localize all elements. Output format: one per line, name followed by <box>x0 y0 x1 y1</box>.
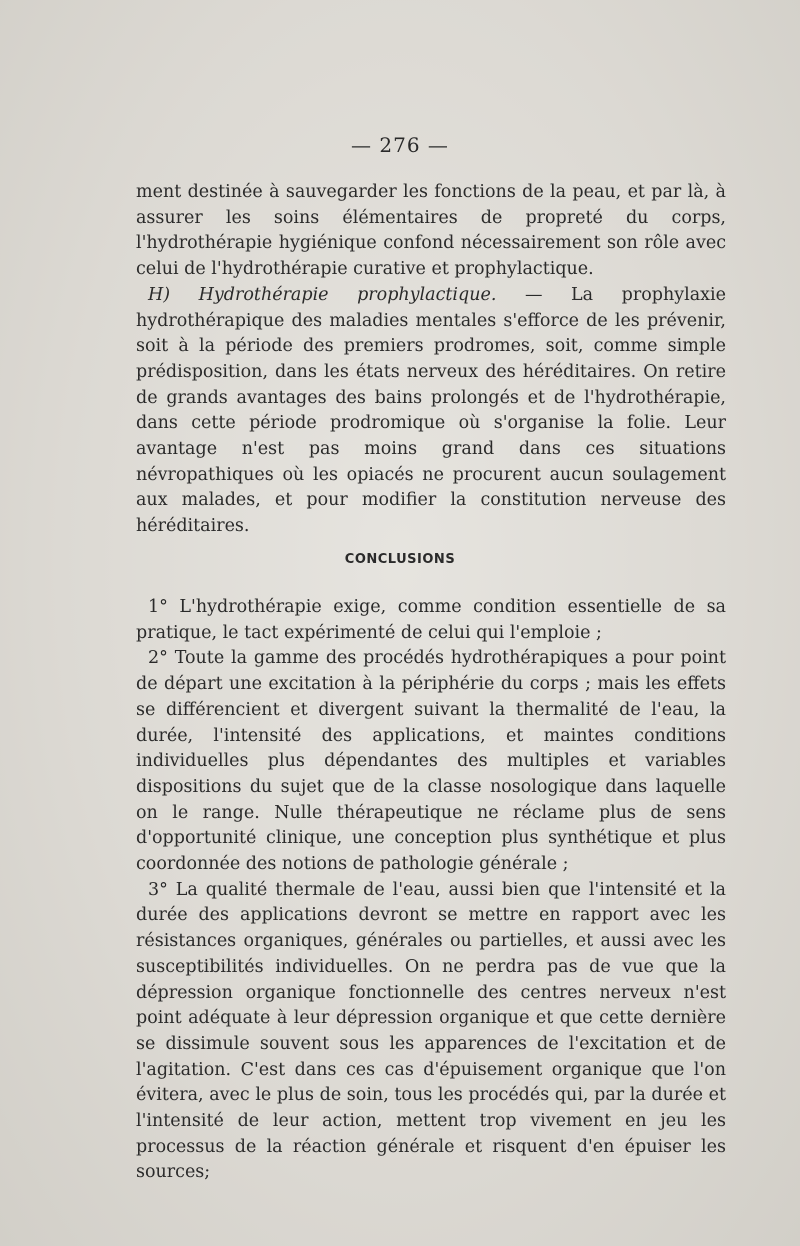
conclusion-3: 3° La qualité thermale de l'eau, aussi bien que l'intensité et la durée des applications devront se mettre en rapport avec les résistances organiques, générales ou partielles, et aussi avec les susceptibilités individuelles. On ne perdra pas de vue que la dépression organique fonctionnelle des centres nerveux n'est point adéquate à leur dépression organique et que cette dernière se dissimule souvent sous les apparences de l'excitation et de l'agitation. C'est dans ces cas d'épuisement organique que l'on évitera, avec le plus de soin, tous les procédés qui, par la durée et l'intensité de leur action, mettent trop vivement en jeu les processus de la réaction générale et risquent d'en épuiser les sources; <box>136 879 726 1183</box>
conclusions-section <box>136 595 726 1186</box>
section-text-h: — La prophylaxie hydrothérapique des maladies mentales s'efforce de les prévenir, soit à la période des premiers prodromes, soit, comme simple prédisposition, dans les états nerveux des héréditaires. On retire de grands avantages des bains prolongés et de l'hydrothérapie, dans cette période prodromique où s'organise la folie. Leur avantage n'est pas moins grand dans ces situations névropathiques où les opiacés ne procurent aucun soulagement aux malades, et pour modifier la constitution nerveuse des héréditaires. <box>136 284 726 537</box>
intro-paragraph-1: ment destinée à sauvegarder les fonctions de la peau, et par là, à assurer les soins élémentaires de propreté du corps, l'hydrothérapie hygiénique confond nécessairement son rôle avec celui de l'hydrothérapie curative et prophylactique. <box>136 182 726 280</box>
section-title-h: H) Hydrothérapie prophylactique. <box>148 284 497 305</box>
intro-section <box>136 180 726 540</box>
conclusion-2: 2° Toute la gamme des procédés hydrothérapiques a pour point de départ une excitation à la périphérie du corps ; mais les effets se différencient et divergent suivant la thermalité de l'eau, la durée, l'intensité des applications, et maintes conditions individuelles plus dépendantes des multiples et variables dispositions du sujet que de la classe nosologique dans laquelle on le range. Nulle thérapeutique ne réclame plus de sens d'opportunité clinique, une conception plus synthétique et plus coordonnée des notions de pathologie générale ; <box>136 648 726 875</box>
intro-paragraph-2 <box>136 283 726 540</box>
conclusions-heading: CONCLUSIONS <box>344 552 456 567</box>
page-number: — 276 — <box>351 133 449 157</box>
conclusion-1: 1° L'hydrothérapie exige, comme condition essentielle de sa pratique, le tact expérimenté de celui qui l'emploie ; <box>136 597 726 643</box>
